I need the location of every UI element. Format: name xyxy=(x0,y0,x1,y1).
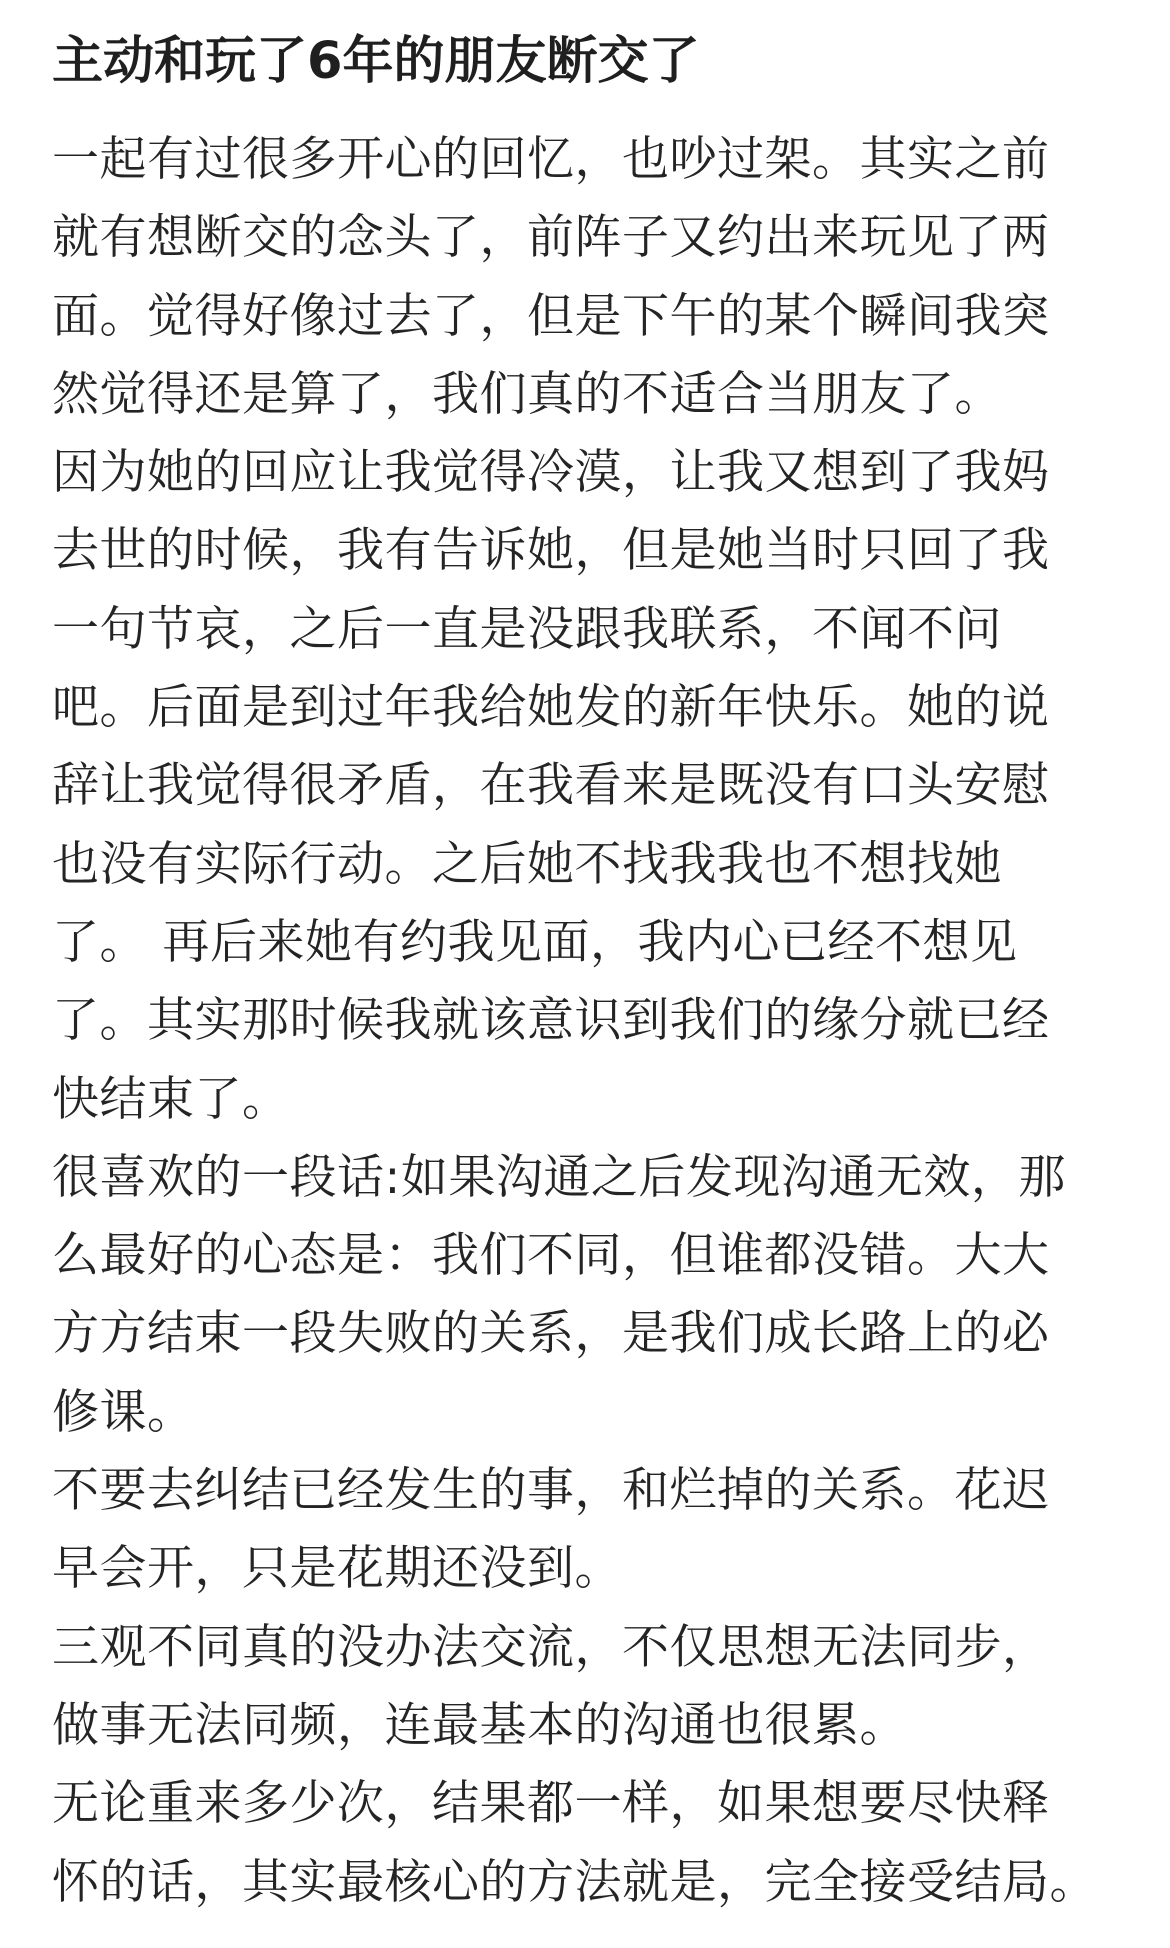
post-body-line: 因为她的回应让我觉得冷漠，让我又想到了我妈 xyxy=(52,445,1050,501)
post-body-line: 做事无法同频，连最基本的沟通也很累。 xyxy=(52,1697,907,1753)
post-body-line: 也没有实际行动。之后她不找我我也不想找她 xyxy=(52,836,1002,892)
post-body-line: 然觉得还是算了，我们真的不适合当朋友了。 xyxy=(52,366,1002,422)
post-body-line: 方方结束一段失败的关系，是我们成长路上的必 xyxy=(52,1306,1050,1362)
post-body-line: 三观不同真的没办法交流，不仅思想无法同步， xyxy=(52,1619,1050,1675)
post-body-line: 去世的时候，我有告诉她，但是她当时只回了我 xyxy=(52,523,1050,579)
post-body-line: 辞让我觉得很矛盾，在我看来是既没有口头安慰 xyxy=(52,758,1050,814)
post-body-line: 早会开，只是花期还没到。 xyxy=(52,1541,622,1597)
post-body-line: 无论重来多少次，结果都一样，如果想要尽快释 xyxy=(52,1776,1050,1832)
post-body-line: 快结束了。 xyxy=(52,1071,290,1127)
post-title: 主动和玩了6年的朋友断交了 xyxy=(52,32,700,91)
post-body-line: 吧。后面是到过年我给她发的新年快乐。她的说 xyxy=(52,680,1050,736)
post-body-line: 就有想断交的念头了，前阵子又约出来玩见了两 xyxy=(52,210,1050,266)
post-body-line: 么最好的心态是：我们不同，但谁都没错。大大 xyxy=(52,1228,1050,1284)
post-body-line: 面。觉得好像过去了，但是下午的某个瞬间我突 xyxy=(52,288,1050,344)
post-body-line: 很喜欢的一段话:如果沟通之后发现沟通无效，那 xyxy=(52,1149,1066,1205)
post-body-line: 怀的话，其实最核心的方法就是，完全接受结局。 xyxy=(52,1854,1097,1910)
post-body-line: 不要去纠结已经发生的事，和烂掉的关系。花迟 xyxy=(52,1463,1050,1519)
post-body-line: 一起有过很多开心的回忆，也吵过架。其实之前 xyxy=(52,132,1050,187)
post-body-line: 一句节哀，之后一直是没跟我联系，不闻不问 xyxy=(52,601,1002,657)
post-body-line: 修课。 xyxy=(52,1384,195,1440)
post-body-line: 了。其实那时候我就该意识到我们的缘分就已经 xyxy=(52,993,1050,1049)
post-body xyxy=(52,121,1142,1922)
post-body-line: 了。 再后来她有约我见面，我内心已经不想见 xyxy=(52,914,1018,970)
